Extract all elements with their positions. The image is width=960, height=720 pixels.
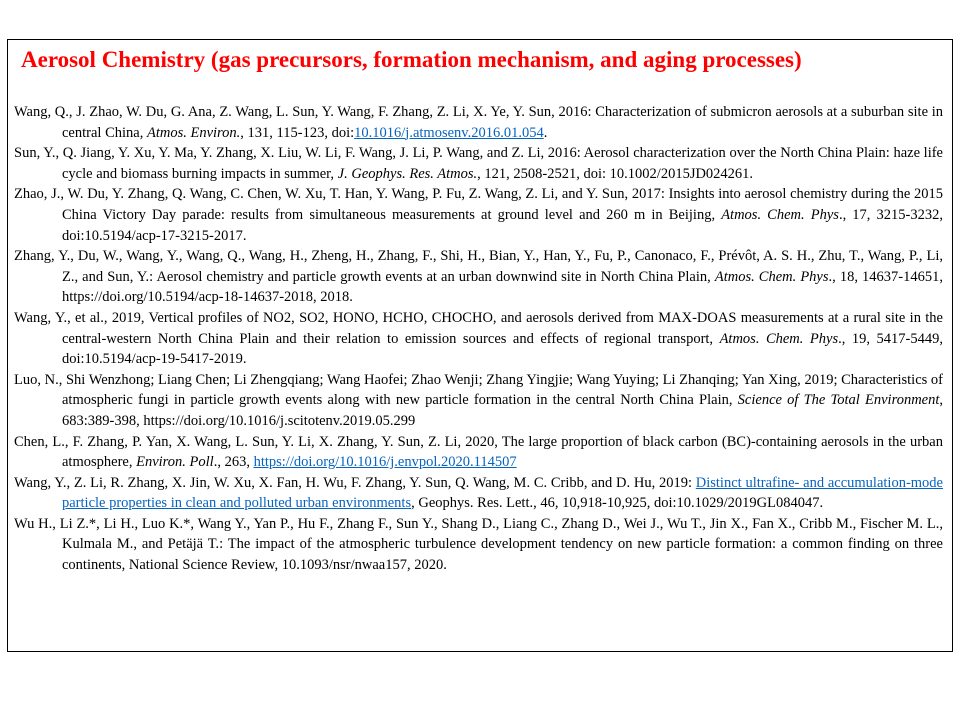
reference-item xyxy=(14,246,943,308)
ref-journal: Atmos. Chem. Phys xyxy=(721,206,839,223)
ref-details: , Geophys. Res. Lett., 46, 10,918-10,925, doi:10.1029/2019GL084047. xyxy=(411,495,824,512)
ref-details: ., 18, 14637-14651, https://doi.org/10.5194/acp-18-14637-2018, 2018. xyxy=(62,268,943,306)
reference-item xyxy=(14,308,943,370)
ref-authors-title: Wang, Q., J. Zhao, W. Du, G. Ana, Z. Wang, L. Sun, Y. Wang, F. Zhang, Z. Li, X. Ye, Y. Sun, 2016: Characterization of submicron aerosols at a suburban site in central China, xyxy=(14,104,943,141)
ref-details: ., 19, 5417-5449, doi:10.5194/acp-19-5417-2019. xyxy=(62,330,943,368)
ref-authors-title: Chen, L., F. Zhang, P. Yan, X. Wang, L. Sun, Y. Li, X. Zhang, Y. Sun, Z. Li, 2020, The large proportion of black carbon (BC)-containing aerosols in the urban atmosphere, xyxy=(14,433,943,471)
reference-item xyxy=(14,102,943,143)
ref-details: , 121, 2508-2521, doi: 10.1002/2015JD024261. xyxy=(477,165,754,182)
ref-authors: Wang, Y., Z. Li, R. Zhang, X. Jin, W. Xu, X. Fan, H. Wu, F. Zhang, Y. Sun, Q. Wang, M. C. Cribb, and D. Hu, 2019: xyxy=(14,474,696,491)
ref-authors-title: Zhao, J., W. Du, Y. Zhang, Q. Wang, C. Chen, W. Xu, T. Han, Y. Wang, P. Fu, Z. Wang, Z. Li, and Y. Sun, 2017: Insights into aerosol chemistry during the 2015 China Victory Day parade: results from simultaneous measurements at ground level and 260 m in Beijing, xyxy=(14,186,943,223)
ref-details: ., 263, xyxy=(213,454,254,471)
ref-tail: . xyxy=(543,124,548,141)
ref-details: ., 17, 3215-3232, doi:10.5194/acp-17-3215-2017. xyxy=(62,206,943,244)
ref-journal: Atmos. Chem. Phys xyxy=(719,330,839,347)
ref-doi-link[interactable]: https://doi.org/10.1016/j.envpol.2020.114507 xyxy=(253,454,517,471)
ref-full-text: Wu H., Li Z.*, Li H., Luo K.*, Wang Y., Yan P., Hu F., Zhang F., Sun Y., Shang D., Liang C., Zhang D., Wei J., Wu T., Jin X., Fan X., Cribb M., Fischer M. L., Kulmala M., and Petäjä T.: The impact of the atmospheric turbulence development tendency on new particle formation: a common finding on three continents, National Science Review, 10.1093/nsr/nwaa157, 2020. xyxy=(14,515,943,574)
ref-journal: Atmos. Environ. xyxy=(146,124,241,141)
ref-authors-title: Sun, Y., Q. Jiang, Y. Xu, Y. Ma, Y. Zhang, X. Liu, W. Li, F. Wang, J. Li, P. Wang, and Z. Li, 2016: Aerosol characterization over the North China Plain: haze life cycle and biomass burning impacts in summer, xyxy=(14,145,943,182)
ref-journal: Atmos. Chem. Phys xyxy=(714,268,829,285)
ref-authors-title: Wang, Y., et al., 2019, Vertical profiles of NO2, SO2, HONO, HCHO, CHOCHO, and aerosols derived from MAX-DOAS measurements at a rural site in the central-western North China Plain and their relation to emission sources and effects of regional transport, xyxy=(14,309,943,347)
ref-details: , 683:389-398, https://doi.org/10.1016/j.scitotenv.2019.05.299 xyxy=(62,392,943,429)
reference-item xyxy=(14,432,943,473)
reference-list xyxy=(14,102,943,576)
ref-details: , 131, 115-123, doi: xyxy=(240,124,355,141)
reference-item xyxy=(14,514,943,576)
ref-journal: Science of The Total Environment xyxy=(737,392,940,409)
reference-item xyxy=(14,184,943,246)
reference-item xyxy=(14,143,943,184)
ref-doi-link[interactable]: 10.1016/j.atmosenv.2016.01.054 xyxy=(354,124,544,141)
reference-item xyxy=(14,473,943,514)
ref-journal: Environ. Poll xyxy=(136,454,214,471)
ref-authors-title: Luo, N., Shi Wenzhong; Liang Chen; Li Zhengqiang; Wang Haofei; Zhao Wenji; Zhang Yingjie; Wang Yuying; Li Zhanqing; Yan Xing, 2019; Characteristics of atmospheric fungi in particle growth events along with new particle formation in the central North China Plain, xyxy=(14,371,943,409)
page-title: Aerosol Chemistry (gas precursors, formation mechanism, and aging processes) xyxy=(21,47,802,72)
reference-item xyxy=(14,370,943,432)
ref-journal: J. Geophys. Res. Atmos. xyxy=(337,165,478,182)
ref-title-link[interactable]: Distinct ultrafine- and accumulation-mode particle properties in clean and polluted urban environments xyxy=(62,474,943,512)
ref-authors-title: Zhang, Y., Du, W., Wang, Y., Wang, Q., Wang, H., Zheng, H., Zhang, F., Shi, H., Bian, Y., Han, Y., Fu, P., Canonaco, F., Prévôt, A. S. H., Zhu, T., Wang, P., Li, Z., and Sun, Y.: Aerosol chemistry and particle growth events at an urban downwind site in North China Plain, xyxy=(14,248,943,285)
